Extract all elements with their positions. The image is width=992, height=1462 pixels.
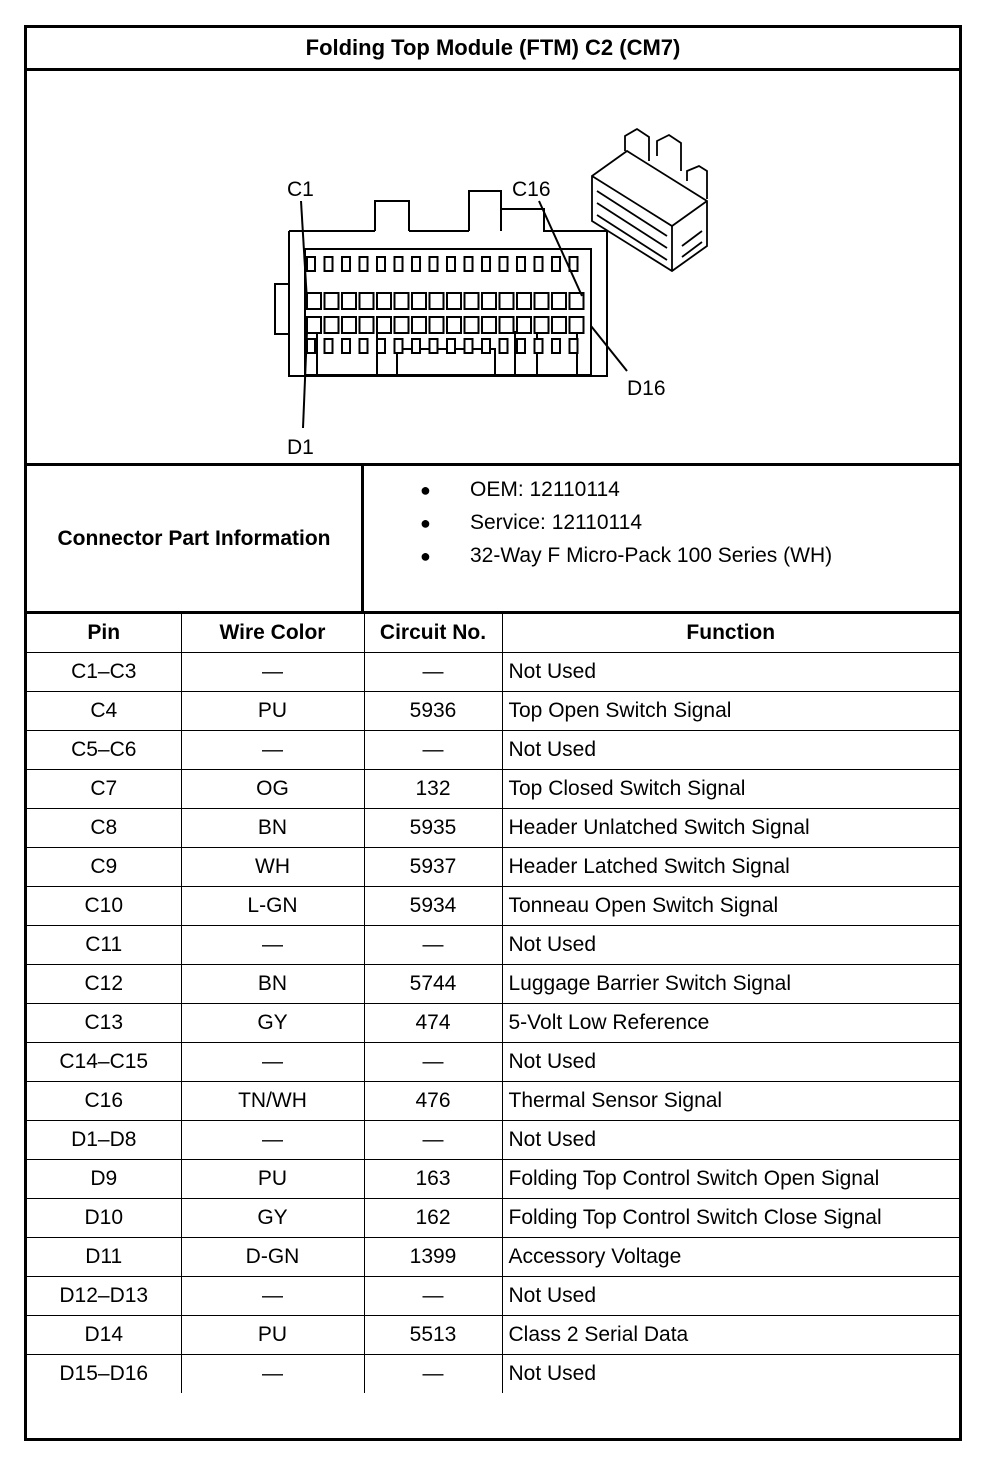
pin-cavity-d xyxy=(360,317,374,333)
latch-slot-top xyxy=(500,257,508,271)
cell-wire-color: L-GN xyxy=(181,887,364,926)
cell-wire-color: — xyxy=(181,731,364,770)
cell-pin: D12–D13 xyxy=(27,1277,181,1316)
cell-pin: C8 xyxy=(27,809,181,848)
pin-cavity-d xyxy=(377,317,391,333)
cell-circuit: — xyxy=(364,1355,502,1394)
cell-pin: C12 xyxy=(27,965,181,1004)
info-item-description xyxy=(364,544,959,577)
bullet-icon: ● xyxy=(420,546,431,566)
cell-circuit: 5937 xyxy=(364,848,502,887)
cell-circuit: — xyxy=(364,926,502,965)
latch-slot-bottom xyxy=(447,339,455,353)
latch-slot-bottom xyxy=(430,339,438,353)
cell-circuit: — xyxy=(364,1043,502,1082)
pin-cavity-c xyxy=(465,293,479,309)
page-title: Folding Top Module (FTM) C2 (CM7) xyxy=(27,28,959,71)
latch-slot-bottom xyxy=(395,339,403,353)
pin-cavity-c xyxy=(307,293,321,309)
cell-function: Header Unlatched Switch Signal xyxy=(502,809,959,848)
latch-slot-bottom xyxy=(465,339,473,353)
callout-c16: C16 xyxy=(512,178,551,201)
cell-pin: C11 xyxy=(27,926,181,965)
pin-cavity-d xyxy=(482,317,496,333)
cell-function: Not Used xyxy=(502,1277,959,1316)
connector-isometric-icon xyxy=(592,129,707,271)
cell-circuit: 163 xyxy=(364,1160,502,1199)
info-item-service xyxy=(364,511,959,544)
info-description-text: 32-Way F Micro-Pack 100 Series (WH) xyxy=(470,544,833,567)
cell-function: Luggage Barrier Switch Signal xyxy=(502,965,959,1004)
pin-cavity-d xyxy=(570,317,584,333)
latch-slot-top xyxy=(517,257,525,271)
latch-slot-top xyxy=(395,257,403,271)
connector-info-label: Connector Part Information xyxy=(27,466,364,614)
cell-wire-color: — xyxy=(181,1121,364,1160)
table-row xyxy=(27,965,959,1004)
pin-cavity-d xyxy=(395,317,409,333)
cell-circuit: 132 xyxy=(364,770,502,809)
latch-slot-top xyxy=(325,257,333,271)
table-row xyxy=(27,1043,959,1082)
cell-function: Not Used xyxy=(502,653,959,692)
latch-slot-bottom xyxy=(482,339,490,353)
cell-wire-color: GY xyxy=(181,1199,364,1238)
connector-info-list xyxy=(364,466,959,614)
cell-circuit: 5934 xyxy=(364,887,502,926)
table-row xyxy=(27,1238,959,1277)
pin-cavity-c xyxy=(517,293,531,309)
latch-slot-top xyxy=(447,257,455,271)
header-pin: Pin xyxy=(27,614,181,653)
latch-slot-top xyxy=(465,257,473,271)
cell-wire-color: D-GN xyxy=(181,1238,364,1277)
cell-function: 5-Volt Low Reference xyxy=(502,1004,959,1043)
pin-cavity-c xyxy=(552,293,566,309)
cell-wire-color: — xyxy=(181,1355,364,1394)
pin-cavity-d xyxy=(342,317,356,333)
cell-wire-color: OG xyxy=(181,770,364,809)
pin-cavity-c xyxy=(377,293,391,309)
connector-sheet xyxy=(24,25,962,1441)
cell-circuit: 162 xyxy=(364,1199,502,1238)
cell-pin: C9 xyxy=(27,848,181,887)
latch-slot-bottom xyxy=(535,339,543,353)
pin-cavity-d xyxy=(412,317,426,333)
latch-slot-top xyxy=(342,257,350,271)
info-item-oem xyxy=(364,478,959,511)
cell-function: Not Used xyxy=(502,1043,959,1082)
pin-cavity-c xyxy=(500,293,514,309)
pin-cavity-d xyxy=(535,317,549,333)
latch-slot-top xyxy=(360,257,368,271)
cell-circuit: — xyxy=(364,731,502,770)
cell-wire-color: — xyxy=(181,653,364,692)
pin-cavity-d xyxy=(447,317,461,333)
table-row xyxy=(27,887,959,926)
cell-wire-color: — xyxy=(181,926,364,965)
header-wire-color: Wire Color xyxy=(181,614,364,653)
pin-cavity-d xyxy=(430,317,444,333)
cell-function: Not Used xyxy=(502,731,959,770)
cell-pin: D9 xyxy=(27,1160,181,1199)
cell-wire-color: — xyxy=(181,1277,364,1316)
header-circuit: Circuit No. xyxy=(364,614,502,653)
cell-pin: C10 xyxy=(27,887,181,926)
cell-function: Header Latched Switch Signal xyxy=(502,848,959,887)
bullet-icon: ● xyxy=(420,513,431,533)
table-row xyxy=(27,1004,959,1043)
cell-function: Folding Top Control Switch Open Signal xyxy=(502,1160,959,1199)
cell-wire-color: PU xyxy=(181,692,364,731)
cell-circuit: — xyxy=(364,1121,502,1160)
latch-slot-bottom xyxy=(552,339,560,353)
pinout-table xyxy=(27,614,959,1393)
pin-cavity-d xyxy=(552,317,566,333)
table-row xyxy=(27,1199,959,1238)
cell-function: Not Used xyxy=(502,926,959,965)
latch-slot-bottom xyxy=(517,339,525,353)
cell-function: Thermal Sensor Signal xyxy=(502,1082,959,1121)
cell-function: Accessory Voltage xyxy=(502,1238,959,1277)
latch-slot-top xyxy=(377,257,385,271)
latch-slot-bottom xyxy=(500,339,508,353)
header-function: Function xyxy=(502,614,959,653)
cell-circuit: 1399 xyxy=(364,1238,502,1277)
table-header-row xyxy=(27,614,959,653)
cell-circuit: 474 xyxy=(364,1004,502,1043)
cell-function: Top Closed Switch Signal xyxy=(502,770,959,809)
latch-slot-top xyxy=(535,257,543,271)
latch-slot-bottom xyxy=(325,339,333,353)
cell-circuit: 5744 xyxy=(364,965,502,1004)
pin-cavity-c xyxy=(447,293,461,309)
cell-function: Top Open Switch Signal xyxy=(502,692,959,731)
cell-function: Tonneau Open Switch Signal xyxy=(502,887,959,926)
pin-cavity-c xyxy=(342,293,356,309)
cell-wire-color: — xyxy=(181,1043,364,1082)
cell-wire-color: BN xyxy=(181,965,364,1004)
table-row xyxy=(27,653,959,692)
info-service-text: Service: 12110114 xyxy=(470,511,643,534)
cell-pin: D10 xyxy=(27,1199,181,1238)
latch-slot-top xyxy=(552,257,560,271)
pin-cavity-c xyxy=(430,293,444,309)
cell-pin: C16 xyxy=(27,1082,181,1121)
table-row xyxy=(27,692,959,731)
table-row xyxy=(27,809,959,848)
latch-slot-bottom xyxy=(570,339,578,353)
table-row xyxy=(27,1082,959,1121)
table-row xyxy=(27,1277,959,1316)
cell-pin: C5–C6 xyxy=(27,731,181,770)
cell-pin: C13 xyxy=(27,1004,181,1043)
pin-cavity-c xyxy=(360,293,374,309)
cell-circuit: — xyxy=(364,653,502,692)
latch-slot-bottom xyxy=(377,339,385,353)
latch-slot-top xyxy=(482,257,490,271)
cell-wire-color: WH xyxy=(181,848,364,887)
cell-function: Folding Top Control Switch Close Signal xyxy=(502,1199,959,1238)
callout-d1: D1 xyxy=(287,436,314,459)
pin-cavity-d xyxy=(307,317,321,333)
connector-diagram xyxy=(27,71,959,466)
cell-circuit: 476 xyxy=(364,1082,502,1121)
latch-slot-bottom xyxy=(307,339,315,353)
latch-slot-bottom xyxy=(342,339,350,353)
cell-wire-color: GY xyxy=(181,1004,364,1043)
bullet-icon: ● xyxy=(420,480,431,500)
cell-pin: C1–C3 xyxy=(27,653,181,692)
cell-pin: D15–D16 xyxy=(27,1355,181,1394)
pin-cavity-d xyxy=(517,317,531,333)
pin-cavity-c xyxy=(412,293,426,309)
table-row xyxy=(27,1316,959,1355)
latch-slot-bottom xyxy=(412,339,420,353)
cell-function: Class 2 Serial Data xyxy=(502,1316,959,1355)
cell-pin: D14 xyxy=(27,1316,181,1355)
callout-c1: C1 xyxy=(287,178,314,201)
cell-circuit: 5936 xyxy=(364,692,502,731)
table-row xyxy=(27,848,959,887)
table-row xyxy=(27,926,959,965)
cell-wire-color: PU xyxy=(181,1316,364,1355)
cell-pin: D11 xyxy=(27,1238,181,1277)
cell-pin: C14–C15 xyxy=(27,1043,181,1082)
cell-circuit: — xyxy=(364,1277,502,1316)
pin-cavity-d xyxy=(465,317,479,333)
cell-function: Not Used xyxy=(502,1355,959,1394)
pin-cavity-d xyxy=(325,317,339,333)
cell-pin: D1–D8 xyxy=(27,1121,181,1160)
pin-cavity-c xyxy=(395,293,409,309)
table-row xyxy=(27,1121,959,1160)
cell-circuit: 5935 xyxy=(364,809,502,848)
latch-slot-bottom xyxy=(360,339,368,353)
pin-cavity-c xyxy=(482,293,496,309)
latch-slot-top xyxy=(307,257,315,271)
table-row xyxy=(27,1355,959,1394)
latch-slot-top xyxy=(430,257,438,271)
cell-wire-color: BN xyxy=(181,809,364,848)
cell-pin: C4 xyxy=(27,692,181,731)
latch-slot-top xyxy=(412,257,420,271)
pin-cavity-c xyxy=(325,293,339,309)
table-row xyxy=(27,731,959,770)
pin-cavity-c xyxy=(535,293,549,309)
cell-pin: C7 xyxy=(27,770,181,809)
cell-function: Not Used xyxy=(502,1121,959,1160)
pin-cavity-d xyxy=(500,317,514,333)
cell-circuit: 5513 xyxy=(364,1316,502,1355)
info-oem-text: OEM: 12110114 xyxy=(470,478,620,501)
cell-wire-color: PU xyxy=(181,1160,364,1199)
callout-d16: D16 xyxy=(627,377,666,400)
connector-face-drawing xyxy=(27,71,959,466)
cell-wire-color: TN/WH xyxy=(181,1082,364,1121)
table-row xyxy=(27,770,959,809)
table-row xyxy=(27,1160,959,1199)
